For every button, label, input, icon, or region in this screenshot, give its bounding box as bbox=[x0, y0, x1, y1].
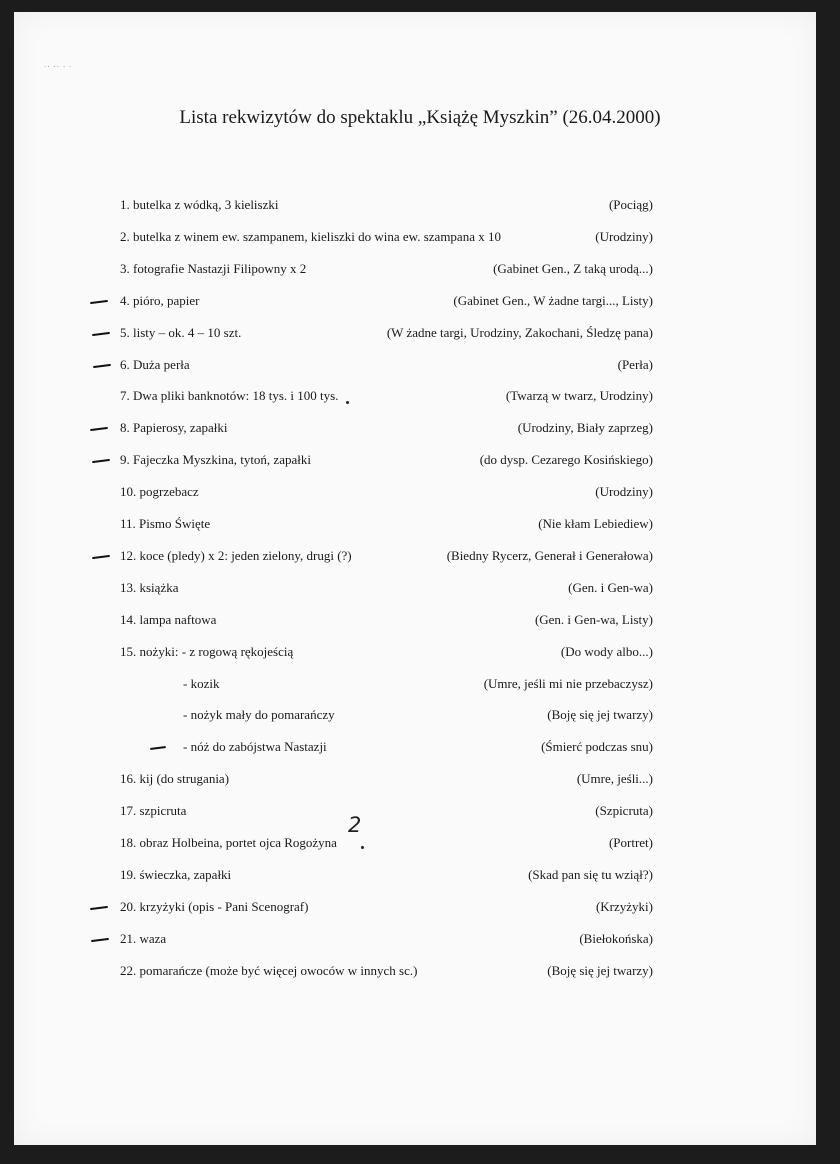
item-scene: (Urodziny, Biały zaprzeg) bbox=[517, 420, 653, 436]
handwritten-tick-mark bbox=[92, 332, 110, 336]
item-text: 11. Pismo Święte bbox=[120, 516, 211, 531]
item-text: 12. koce (pledy) x 2: jeden zielony, drugi (?) bbox=[120, 547, 352, 563]
item-text: 20. krzyżyki (opis - Pani Scenograf) bbox=[120, 898, 309, 914]
item-text: 21. waza bbox=[120, 930, 167, 946]
list-item bbox=[0, 896, 840, 918]
list-item bbox=[0, 609, 840, 631]
item-text: 6. Duża perła bbox=[120, 356, 190, 372]
item-text: 2. butelka z winem ew. szampanem, kieliszki do wina ew. szampana x 10 bbox=[120, 228, 501, 244]
corner-mark: ·· ·· · · bbox=[44, 63, 73, 71]
item-scene: (W żadne targi, Urodziny, Zakochani, Śledzę pana) bbox=[386, 324, 653, 340]
list-item bbox=[0, 832, 840, 854]
item-scene: (Pociąg) bbox=[608, 197, 653, 212]
list-item bbox=[0, 322, 840, 344]
ink-dot bbox=[361, 846, 364, 849]
handwritten-tick-mark bbox=[91, 938, 109, 942]
item-text: 15. nożyki: - z rogową rękojeścią bbox=[120, 643, 294, 659]
list-item bbox=[0, 673, 840, 695]
item-text: 19. świeczka, zapałki bbox=[120, 866, 232, 882]
item-text: 10. pogrzebacz bbox=[120, 484, 199, 500]
item-scene: (Gabinet Gen., W żadne targi..., Listy) bbox=[453, 292, 653, 308]
list-item bbox=[0, 928, 840, 950]
item-text: 5. listy – ok. 4 – 10 szt. bbox=[120, 324, 242, 340]
item-scene: (Urodziny) bbox=[595, 484, 653, 500]
list-item bbox=[0, 864, 840, 886]
item-text: 14. lampa naftowa bbox=[120, 611, 217, 627]
list-item bbox=[0, 481, 840, 503]
item-scene: (Gabinet Gen., Z taką urodą...) bbox=[493, 260, 653, 276]
item-text: - kozik bbox=[183, 675, 220, 691]
list-item bbox=[0, 194, 840, 216]
list-item bbox=[0, 226, 840, 248]
list-item bbox=[0, 290, 840, 312]
item-text: 3. fotografie Nastazji Filipowny x 2 bbox=[120, 260, 307, 276]
item-text: 8. Papierosy, zapałki bbox=[120, 420, 228, 436]
list-item bbox=[0, 641, 840, 663]
item-text: 7. Dwa pliki banknotów: 18 tys. i 100 tys. bbox=[120, 388, 339, 404]
item-scene: (Szpicruta) bbox=[595, 803, 653, 819]
item-text: 1. butelka z wódką, 3 kieliszki bbox=[120, 197, 279, 212]
item-text: 4. pióro, papier bbox=[120, 292, 200, 308]
list-item bbox=[0, 354, 840, 376]
item-scene: (Perła) bbox=[617, 356, 653, 372]
list-item bbox=[0, 577, 840, 599]
item-text: 18. obraz Holbeina, portet ojca Rogożyna bbox=[120, 835, 337, 850]
item-scene: (Boję się jej twarzy) bbox=[547, 962, 653, 978]
handwritten-tick-mark bbox=[90, 300, 108, 304]
list-item bbox=[0, 960, 840, 982]
item-text: 9. Fajeczka Myszkina, tytoń, zapałki bbox=[120, 452, 311, 468]
list-item bbox=[0, 704, 840, 726]
handwritten-tick-mark bbox=[90, 427, 108, 431]
item-scene: (Skad pan się tu wziął?) bbox=[528, 866, 653, 882]
list-item bbox=[0, 449, 840, 471]
list-item bbox=[0, 385, 840, 407]
item-text: 13. książka bbox=[120, 579, 179, 595]
handwritten-tick-mark bbox=[150, 746, 166, 750]
item-text: 22. pomarańcze (może być więcej owoców w innych sc.) bbox=[120, 962, 418, 978]
list-item bbox=[0, 736, 840, 758]
item-text: 16. kij (do strugania) bbox=[120, 771, 230, 787]
handwritten-tick-mark bbox=[93, 363, 111, 367]
item-scene: (Śmierć podczas snu) bbox=[541, 739, 653, 755]
item-scene: (Gen. i Gen-wa) bbox=[568, 579, 653, 595]
item-scene: (Nie kłam Lebiediew) bbox=[538, 516, 653, 531]
item-scene: (Krzyżyki) bbox=[595, 898, 653, 914]
item-scene: (Twarzą w twarz, Urodziny) bbox=[505, 388, 653, 404]
item-scene: (Boję się jej twarzy) bbox=[547, 707, 653, 723]
list-item bbox=[0, 800, 840, 822]
item-text: - nóż do zabójstwa Nastazji bbox=[183, 739, 327, 755]
item-text: 17. szpicruta bbox=[120, 803, 187, 819]
handwritten-tick-mark bbox=[92, 555, 110, 559]
list-item bbox=[0, 513, 840, 535]
list-item bbox=[0, 545, 840, 567]
item-scene: (Urodziny) bbox=[595, 228, 653, 244]
list-item bbox=[0, 417, 840, 439]
item-scene: (Umre, jeśli...) bbox=[576, 771, 653, 787]
item-scene: (Biedny Rycerz, Generał i Generałowa) bbox=[446, 547, 653, 563]
document-title: Lista rekwizytów do spektaklu „Książę Myszkin” (26.04.2000) bbox=[179, 107, 661, 128]
handwritten-tick-mark bbox=[92, 459, 110, 463]
item-scene: (Do wody albo...) bbox=[560, 643, 653, 659]
item-text: - nożyk mały do pomarańczy bbox=[183, 707, 335, 723]
handwritten-tick-mark bbox=[90, 906, 108, 910]
item-scene: (Biełokońska) bbox=[579, 930, 653, 946]
ink-dot bbox=[346, 401, 349, 404]
list-item bbox=[0, 258, 840, 280]
item-scene: (Umre, jeśli mi nie przebaczysz) bbox=[483, 675, 653, 691]
item-scene: (Portret) bbox=[608, 835, 653, 850]
item-scene: (Gen. i Gen-wa, Listy) bbox=[534, 611, 653, 627]
handwritten-number: 2 bbox=[348, 813, 362, 837]
list-item bbox=[0, 768, 840, 790]
item-scene: (do dysp. Cezarego Kosińskiego) bbox=[479, 452, 653, 468]
